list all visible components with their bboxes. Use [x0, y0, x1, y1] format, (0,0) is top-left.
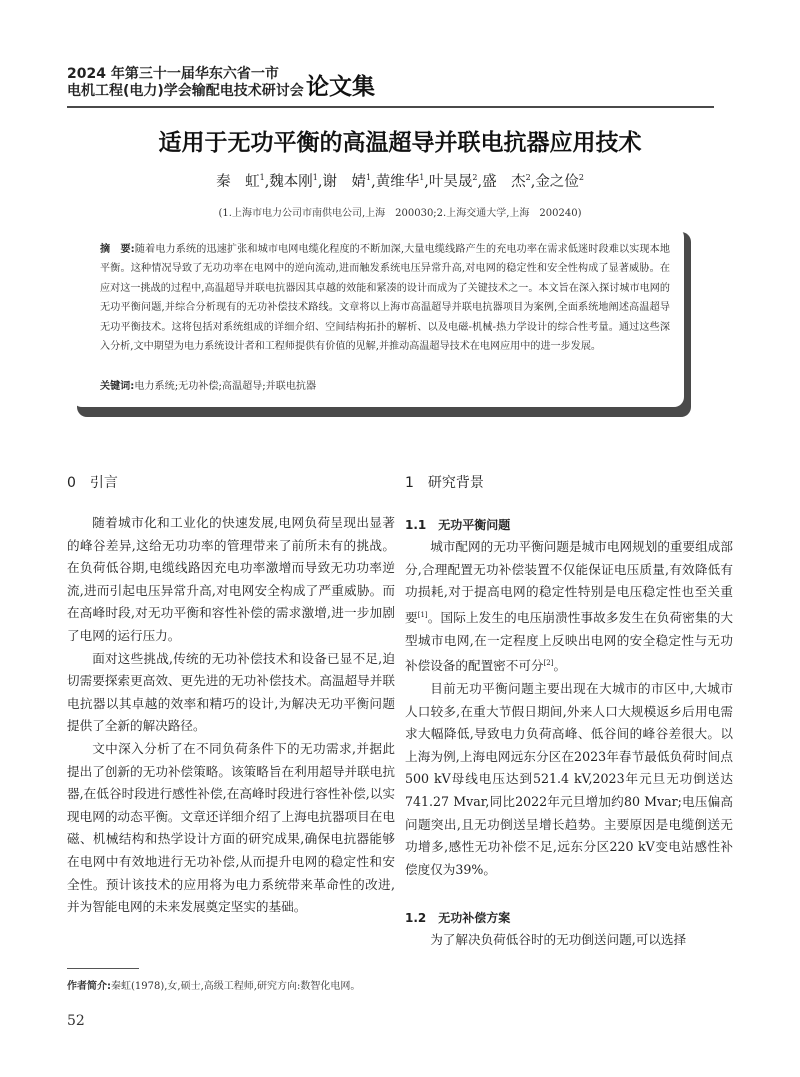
header-collection: 论文集: [306, 74, 375, 100]
abstract-text: 随着电力系统的迅速扩张和城市电网电缆化程度的不断加深,大量电缆线路产生的充电功率在需求低迷时段难以实现本地平衡。这种情况导致了无功功率在电网中的逆向流动,进而触发系统电压异常升高,对电网的稳定性和安全性构成了显著威胁。在应对这一挑战的过程中,高温超导并联电抗器因其卓越的效能和紧凑的设计而成为了关键技术之一。本文旨在深入探讨城市电网的无功平衡问题,并综合分析现有的无功补偿技术路线。文章将以上海市高温超导并联电抗器项目为案例,全面系统地阐述高温超导无功平衡技术。这将包括对系统组成的详细介绍、空间结构拓扑的解析、以及电磁-机械-热力学设计的综合性考量。通过这些深入分析,文中期望为电力系统设计者和工程师提供有价值的见解,并推动高温超导技术在电网应用中的进一步发展。: [100, 244, 670, 353]
abstract: [100, 240, 670, 356]
left-column: [67, 512, 395, 919]
paragraph: 目前无功平衡问题主要出现在大城市的市区中,大城市人口较多,在重大节假日期间,外来人口大规模返乡后用电需求大幅降低,导致电力负荷高峰、低谷间的峰谷差很大。以上海为例,上海电网远东分区在2023年春节最低负荷时间点500 kV母线电压达到521.4 kV,2023年元旦无功倒送达741.27 Mvar,同比2022年元旦增加约80 Mvar;电压偏高问题突出,且无功倒送呈增长趋势。主要原因是电缆倒送无功增多,感性无功补偿不足,远东分区220 kV变电站感性补偿度仅为39%。: [405, 680, 733, 877]
journal-header: [67, 66, 304, 100]
page-number: 52: [67, 1013, 85, 1029]
section-1-heading: 1 研究背景: [405, 475, 484, 491]
paper-title: 适用于无功平衡的高温超导并联电抗器应用技术: [158, 130, 642, 156]
author-footnote: 作者简介:秦虹(1978),女,硕士,高级工程师,研究方向:数智化电网。: [67, 981, 361, 992]
header-rule: [67, 106, 714, 108]
author: 盛 杰: [482, 174, 526, 190]
keywords: [100, 377, 316, 392]
author: 魏本刚: [269, 174, 313, 190]
paragraph: 为了解决负荷低谷时的无功倒送问题,可以选择: [430, 932, 687, 947]
subsection-1-1-heading: 1.1 无功平衡问题: [405, 518, 511, 532]
subsection-1-2-heading: 1.2 无功补偿方案: [405, 911, 511, 925]
paragraph: 文中深入分析了在不同负荷条件下的无功需求,并据此提出了创新的无功补偿策略。该策略旨在利用超导并联电抗器,在低谷时段进行感性补偿,在高峰时段进行容性补偿,以实现电网的动态平衡。文章还详细介绍了上海电抗器项目在电磁、机械结构和热学设计方面的研究成果,确保电抗器能够在电网中有效地进行无功补偿,从而提升电网的稳定性和安全性。预计该技术的应用将为电力系统带来革命性的改进,并为智能电网的未来发展奠定坚实的基础。: [67, 740, 395, 915]
paragraph: 随着城市化和工业化的快速发展,电网负荷呈现出显著的峰谷差异,这给无功功率的管理带来了前所未有的挑战。在负荷低谷期,电缆线路因充电功率激增而导致无功功率逆流,进而引起电压异常升高,对电网安全构成了严重威胁。而在高峰时段,对无功平衡和容性补偿的需求激增,进一步加剧了电网的运行压力。: [67, 515, 395, 643]
footnote-rule: [67, 968, 139, 969]
abstract-label: 摘 要:: [100, 244, 135, 255]
section-0-heading: 0 引言: [67, 475, 118, 491]
keywords-label: 关键词:: [100, 381, 135, 392]
citation: [2]: [543, 659, 554, 668]
author: 秦 虹: [216, 174, 260, 190]
author: 黄维华: [375, 174, 420, 190]
paragraph: 城市配网的无功平衡问题是城市电网规划的重要组成部分,合理配置无功补偿装置不仅能保证电压质量,有效降低有功损耗,对于提高电网的稳定性特别是电压稳定性也至关重要[1]。国际上发生的电压崩溃性事故多发生在负荷密集的大型城市电网,在一定程度上反映出电网的安全稳定性与无功补偿设备的配置密不可分[2]。: [405, 539, 734, 674]
citation: [1]: [417, 610, 428, 619]
paragraph: 面对这些挑战,传统的无功补偿技术和设备已显不足,迫切需要探索更高效、更先进的无功补偿技术。高温超导并联电抗器以其卓越的效率和精巧的设计,为解决无功平衡问题提供了全新的解决路径。: [67, 650, 395, 734]
author: 叶昊晟: [428, 174, 473, 190]
author: 谢 婧: [322, 174, 366, 190]
affiliations: (1.上海市电力公司市南供电公司,上海 200030;2.上海交通大学,上海 200240): [218, 208, 582, 219]
header-line-2: 电机工程(电力)学会输配电技术研讨会: [67, 83, 304, 99]
keywords-text: 电力系统;无功补偿;高温超导;并联电抗器: [134, 381, 317, 392]
header-line-1: 2024 年第三十一届华东六省一市: [67, 66, 279, 82]
right-column-2: [405, 929, 733, 952]
author: 金之俭: [535, 174, 579, 190]
author-list: 秦 虹$^1$,魏本刚$^1$,谢 婧$^1$,黄维华$^1$,叶昊晟$^2$,盛 杰$^2$,金之俭$^2$: [216, 173, 584, 190]
right-column-1: [405, 536, 733, 881]
